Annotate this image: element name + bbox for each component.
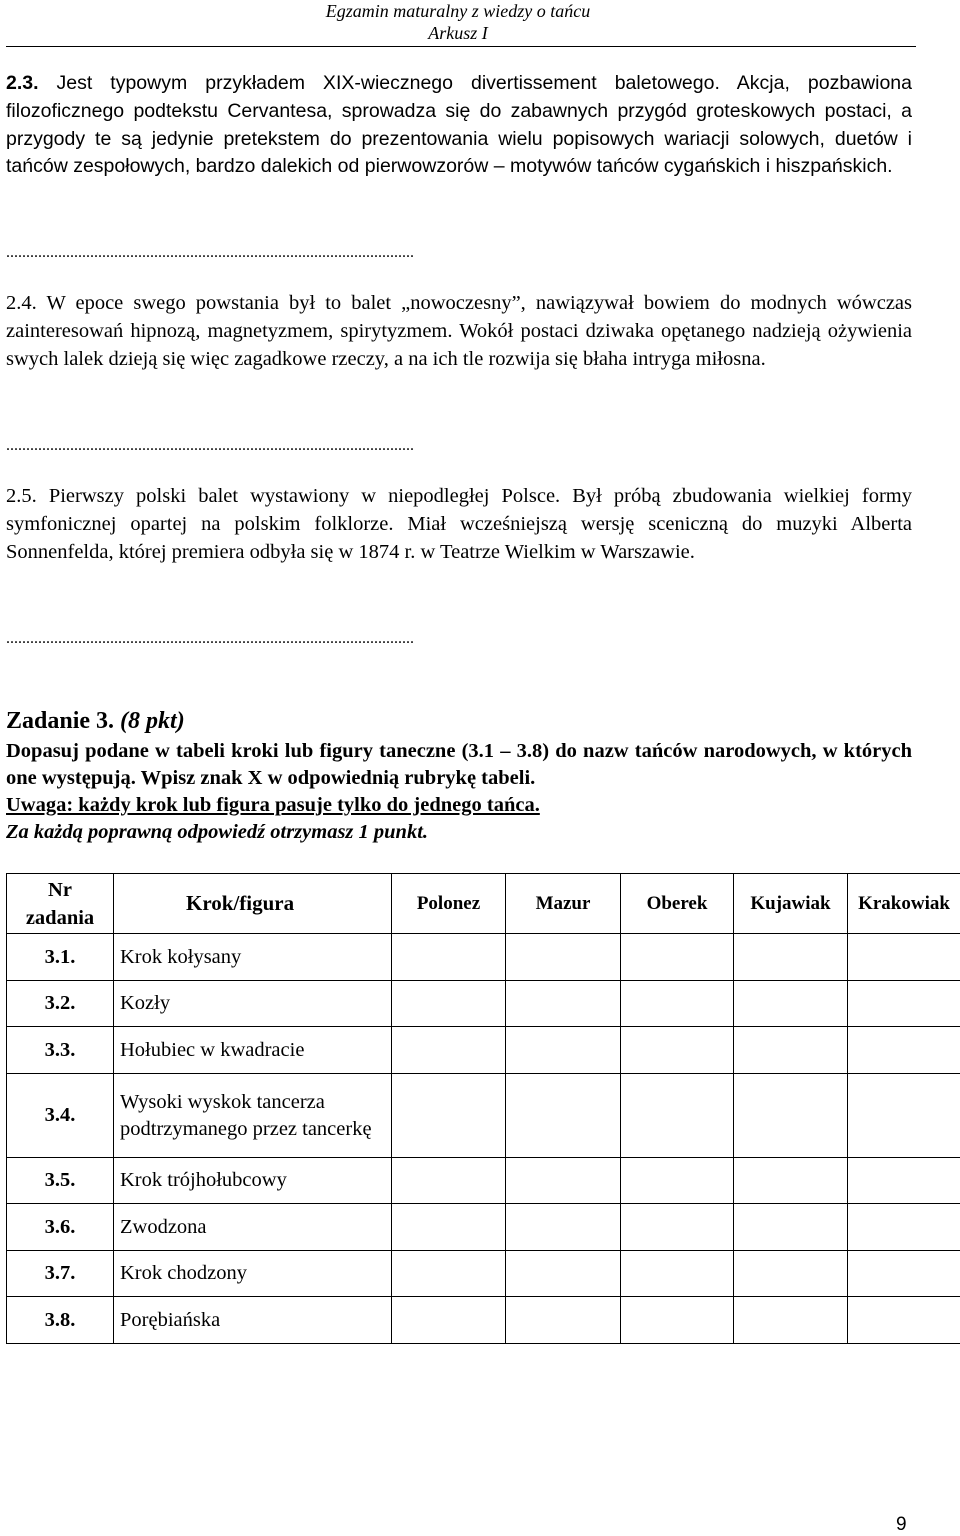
answer-cell-mazur[interactable] bbox=[506, 934, 621, 981]
col-header-nr: Nr zadania bbox=[7, 874, 114, 934]
table-row bbox=[7, 1074, 960, 1158]
row-step: Krok kołysany bbox=[114, 934, 392, 981]
answer-cell-mazur[interactable] bbox=[506, 1297, 621, 1344]
answer-cell-polonez[interactable] bbox=[392, 981, 506, 1027]
col-header-step: Krok/figura bbox=[114, 874, 392, 934]
answer-cell-oberek[interactable] bbox=[621, 1204, 734, 1251]
answer-cell-kujawiak[interactable] bbox=[734, 1297, 848, 1344]
header-sheet-title: Arkusz I bbox=[428, 23, 488, 43]
answer-cell-oberek[interactable] bbox=[621, 1297, 734, 1344]
header-exam-title: Egzamin maturalny z wiedzy o tańcu bbox=[325, 1, 591, 21]
answer-cell-polonez[interactable] bbox=[392, 934, 506, 981]
answer-line-2-4[interactable]: ...................................................................................................... bbox=[6, 437, 414, 454]
row-number: 3.1. bbox=[7, 934, 114, 981]
table-row bbox=[7, 1027, 960, 1074]
answer-cell-oberek[interactable] bbox=[621, 1158, 734, 1204]
row-number: 3.4. bbox=[7, 1074, 114, 1158]
answer-cell-oberek[interactable] bbox=[621, 934, 734, 981]
table-header-row bbox=[7, 874, 960, 934]
row-number: 3.3. bbox=[7, 1027, 114, 1074]
answer-cell-kujawiak[interactable] bbox=[734, 1074, 848, 1158]
table-row bbox=[7, 1158, 960, 1204]
answer-cell-mazur[interactable] bbox=[506, 1027, 621, 1074]
matching-table bbox=[6, 873, 960, 1344]
item-text: Pierwszy polski balet wystawiony w niepodległej Polsce. Był próbą zbudowania wielkiej formy symfonicznej opartej na polskim folklorze. Miał wcześniejszą wersję sceniczną do muzyki Alberta Sonnenfelda, której premiera odbyła się w 1874 r. w Teatrze Wielkim w Warszawie. bbox=[6, 485, 912, 563]
row-step: Krok trójhołubcowy bbox=[114, 1158, 392, 1204]
answer-cell-oberek[interactable] bbox=[621, 981, 734, 1027]
col-header-kujawiak: Kujawiak bbox=[734, 874, 848, 934]
answer-cell-mazur[interactable] bbox=[506, 1251, 621, 1297]
answer-cell-krakowiak[interactable] bbox=[848, 1074, 960, 1158]
answer-cell-mazur[interactable] bbox=[506, 1074, 621, 1158]
row-number: 3.5. bbox=[7, 1158, 114, 1204]
item-number: 2.4. bbox=[6, 292, 37, 314]
answer-cell-polonez[interactable] bbox=[392, 1251, 506, 1297]
table-row bbox=[7, 1297, 960, 1344]
row-step: Krok chodzony bbox=[114, 1251, 392, 1297]
task-instruction: Dopasuj podane w tabeli kroki lub figury taneczne (3.1 – 3.8) do nazw tańców narodowych, w których one występują. Wpisz znak X w odpowiednią rubrykę tabeli. bbox=[6, 740, 912, 789]
table-row bbox=[7, 981, 960, 1027]
answer-cell-kujawiak[interactable] bbox=[734, 1027, 848, 1074]
col-header-polonez: Polonez bbox=[392, 874, 506, 934]
task-title bbox=[6, 706, 185, 736]
answer-cell-mazur[interactable] bbox=[506, 1158, 621, 1204]
answer-cell-mazur[interactable] bbox=[506, 981, 621, 1027]
row-step: Wysoki wyskok tancerza podtrzymanego przez tancerkę bbox=[114, 1074, 392, 1158]
answer-cell-polonez[interactable] bbox=[392, 1074, 506, 1158]
col-header-oberek: Oberek bbox=[621, 874, 734, 934]
row-number: 3.7. bbox=[7, 1251, 114, 1297]
answer-cell-krakowiak[interactable] bbox=[848, 1027, 960, 1074]
task-points: (8 pkt) bbox=[120, 708, 185, 734]
row-step: Hołubiec w kwadracie bbox=[114, 1027, 392, 1074]
item-2-5 bbox=[6, 483, 912, 566]
answer-cell-krakowiak[interactable] bbox=[848, 1158, 960, 1204]
answer-cell-kujawiak[interactable] bbox=[734, 934, 848, 981]
task-scoring: Za każdą poprawną odpowiedź otrzymasz 1 punkt. bbox=[6, 821, 429, 843]
answer-cell-kujawiak[interactable] bbox=[734, 1251, 848, 1297]
answer-cell-polonez[interactable] bbox=[392, 1158, 506, 1204]
row-step: Zwodzona bbox=[114, 1204, 392, 1251]
item-2-3 bbox=[6, 70, 912, 181]
answer-cell-krakowiak[interactable] bbox=[848, 934, 960, 981]
page-header bbox=[0, 0, 916, 44]
row-number: 3.8. bbox=[7, 1297, 114, 1344]
item-2-4 bbox=[6, 290, 912, 373]
row-number: 3.6. bbox=[7, 1204, 114, 1251]
row-step: Porębiańska bbox=[114, 1297, 392, 1344]
col-header-mazur: Mazur bbox=[506, 874, 621, 934]
answer-cell-polonez[interactable] bbox=[392, 1297, 506, 1344]
answer-cell-oberek[interactable] bbox=[621, 1027, 734, 1074]
answer-cell-kujawiak[interactable] bbox=[734, 1158, 848, 1204]
item-text: Jest typowym przykładem XIX-wiecznego divertissement baletowego. Akcja, pozbawiona filozoficznego podtekstu Cervantesa, sprowadza się do zabawnych przygód groteskowych postaci, a przygody te są jedynie pretekstem do prezentowania wielu popisowych wariacji solowych, duetów i tańców zespołowych, bardzo dalekich od pierwowzorów – motywów tańców cygańskich i hiszpańskich. bbox=[6, 72, 912, 178]
row-number: 3.2. bbox=[7, 981, 114, 1027]
answer-cell-krakowiak[interactable] bbox=[848, 1204, 960, 1251]
answer-cell-krakowiak[interactable] bbox=[848, 1251, 960, 1297]
answer-cell-krakowiak[interactable] bbox=[848, 1297, 960, 1344]
task-note: Uwaga: każdy krok lub figura pasuje tylko do jednego tańca. bbox=[6, 794, 540, 816]
page-number: 9 bbox=[896, 1514, 907, 1535]
answer-cell-mazur[interactable] bbox=[506, 1204, 621, 1251]
row-step: Kozły bbox=[114, 981, 392, 1027]
item-text: W epoce swego powstania był to balet „nowoczesny”, nawiązywał bowiem do modnych wówczas zainteresowań hipnozą, magnetyzmem, spirytyzmem. Wokół postaci dziwaka opętanego nadzieją ożywienia swych lalek dzieją się więc zagadkowe rzeczy, a na ich tle rozwija się błaha intryga miłosna. bbox=[6, 292, 912, 370]
answer-cell-krakowiak[interactable] bbox=[848, 981, 960, 1027]
answer-cell-polonez[interactable] bbox=[392, 1204, 506, 1251]
item-number: 2.5. bbox=[6, 485, 37, 507]
table-row bbox=[7, 1251, 960, 1297]
answer-cell-kujawiak[interactable] bbox=[734, 1204, 848, 1251]
answer-cell-oberek[interactable] bbox=[621, 1074, 734, 1158]
table-row bbox=[7, 1204, 960, 1251]
task-number: Zadanie 3. bbox=[6, 708, 115, 734]
col-header-krakowiak: Krakowiak bbox=[848, 874, 960, 934]
answer-line-2-3[interactable]: ...................................................................................................... bbox=[6, 244, 414, 261]
answer-cell-oberek[interactable] bbox=[621, 1251, 734, 1297]
header-divider bbox=[6, 46, 916, 47]
table-row bbox=[7, 934, 960, 981]
item-number: 2.3. bbox=[6, 72, 39, 94]
answer-cell-kujawiak[interactable] bbox=[734, 981, 848, 1027]
answer-line-2-5[interactable]: ...................................................................................................... bbox=[6, 630, 414, 647]
answer-cell-polonez[interactable] bbox=[392, 1027, 506, 1074]
